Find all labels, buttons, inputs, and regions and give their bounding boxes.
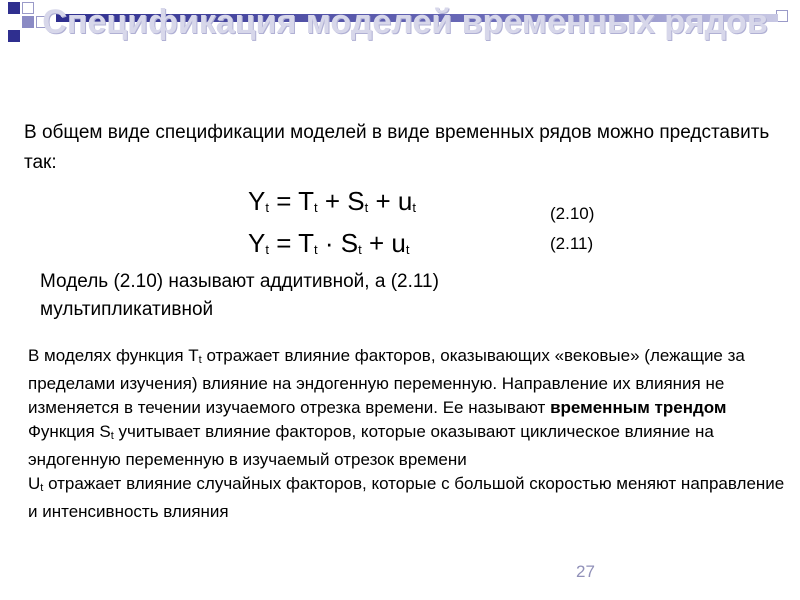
trend-paragraph: В моделях функция $T_t$ отражает влияние факторов, оказывающих «вековые» (лежащие за пределами изучения) влияние на эндогенную переменную. Направление их влияния не изменяется в течении изучаемого отрезка времени. Ее называют временным трендом — [28, 346, 745, 417]
decoration-square — [8, 2, 20, 14]
explanation-block — [28, 344, 788, 524]
model-description: Модель (2.10) называют аддитивной, а (2.11) мультипликативной — [40, 271, 439, 320]
slide-title: Спецификация моделей временных рядов — [42, 3, 768, 41]
decoration-square — [8, 30, 20, 42]
seasonal-paragraph: Функция $S_t$ учитывает влияние факторов, которые оказывают циклическое влияние на эндогенную переменную в изучаемый отрезок времени — [28, 422, 714, 469]
random-paragraph: $U_t$ отражает влияние случайных факторов, которые с большой скоростью меняют направление и интенсивность влияния — [28, 474, 785, 521]
formula-multiplicative: $Y_t = T_t \cdot S_t + u_t$ — [248, 228, 410, 258]
equation-number: (2.10) — [550, 204, 595, 223]
intro-text: В общем виде спецификации моделей в виде временных рядов можно представить так: — [24, 122, 770, 173]
equation-number: (2.11) — [550, 234, 594, 253]
trend-term: временным трендом — [550, 398, 727, 417]
page-number: 27 — [576, 562, 595, 581]
formula-additive: $Y_t = T_t + S_t + u_t$ — [248, 186, 416, 216]
